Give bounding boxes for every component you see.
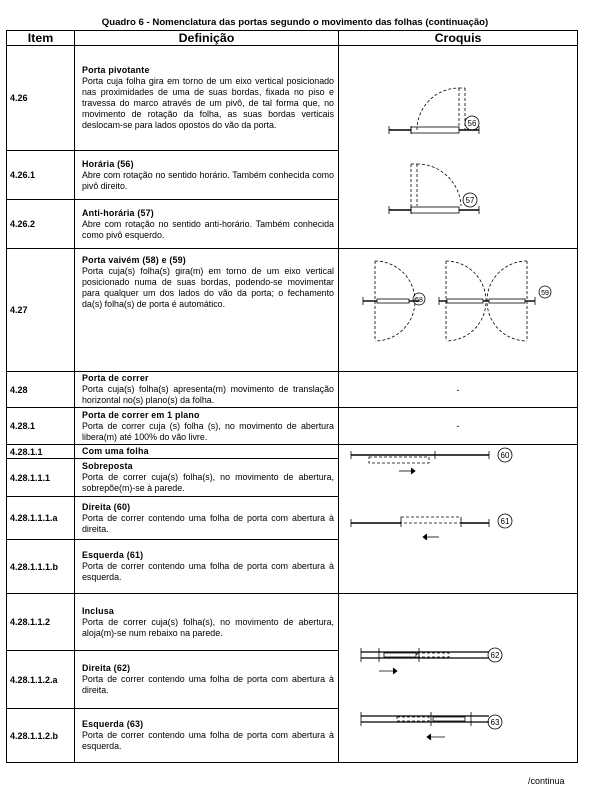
definition-title: Esquerda (61) (82, 550, 144, 560)
pivot-door-sketches (339, 48, 578, 246)
definition-title: Sobreposta (82, 461, 133, 471)
definition-text: Porta cuja(s) folha(s) gira(m) em torno de um eixo vertical posicionado numa de suas bordas, podendo-se movimentar para qualquer um dos lados do vão da porta; o fechamento da(s) folha(s) de porta é automático. (82, 266, 334, 309)
table-row (7, 445, 578, 459)
definition-cell (75, 249, 339, 372)
figure-58-label: 58 (415, 297, 423, 304)
definition-text: Abre com rotação no sentido horário. Também conhecida como pivô direito. (82, 169, 334, 191)
header-row (7, 31, 578, 46)
definition-text: Porta de correr contendo uma folha de porta com abertura à direita. (82, 512, 334, 534)
definition-title: Porta vaivém (58) e (59) (82, 255, 186, 265)
item-cell: 4.28 (7, 372, 75, 408)
figure-62-label: 62 (490, 651, 500, 660)
table-row (7, 372, 578, 408)
item-cell: 4.28.1.1.2.a (7, 651, 75, 709)
table-caption: Quadro 6 - Nomenclatura das portas segundo o movimento das folhas (continuação) (101, 17, 489, 28)
definition-title: Horária (56) (82, 158, 134, 169)
sliding-overlay-sketches (339, 445, 578, 545)
definition-cell (75, 46, 339, 151)
table-row (7, 408, 578, 445)
definition-title: Porta pivotante (82, 65, 150, 75)
item-cell: 4.26.1 (7, 151, 75, 200)
sliding-pocket-sketches (339, 598, 578, 758)
definition-cell (75, 408, 339, 445)
croquis-swing (339, 249, 578, 372)
figure-61-label: 61 (500, 517, 510, 526)
figure-63-label: 63 (490, 718, 500, 727)
definition-title: Com uma folha (82, 446, 149, 456)
croquis-sliding-overlay (339, 445, 578, 594)
definition-cell (75, 594, 339, 651)
definition-text: Porta de correr cuja(s) folha(s), no movimento de abertura, aloja(m)-se num rebaixo na parede. (82, 616, 334, 638)
figure-59-label: 59 (541, 290, 549, 297)
item-cell: 4.28.1.1.1.a (7, 497, 75, 540)
table-row (7, 249, 578, 372)
item-cell: 4.28.1.1.1 (7, 459, 75, 497)
definition-text: Porta de correr contendo uma folha de porta com abertura à esquerda. (82, 561, 334, 582)
swing-door-sketches (339, 249, 578, 344)
definition-cell (75, 200, 339, 249)
definition-cell (75, 372, 339, 408)
definition-cell (75, 540, 339, 594)
definition-title: Anti-horária (57) (82, 207, 154, 218)
croquis-cell: - (339, 408, 578, 445)
item-cell: 4.26.2 (7, 200, 75, 249)
definition-text: Porta cuja folha gira em torno de um eixo vertical posicionado nas proximidades de uma de suas bordas, fixada no piso e travessa do marco através de um pivô, de tal forma que, no movimento de rotação da folha, as suas bordas verticais deslocam-se para lados opostos do vão da porta. (82, 76, 334, 130)
definition-cell (75, 459, 339, 497)
definition-cell (75, 651, 339, 709)
header-definicao: Definição (75, 31, 339, 46)
figure-60-label: 60 (500, 451, 510, 460)
item-cell: 4.27 (7, 249, 75, 372)
definition-text: Porta de correr contendo uma folha de porta com abertura à esquerda. (82, 730, 334, 751)
definition-cell (75, 151, 339, 200)
definition-cell (75, 497, 339, 540)
item-cell: 4.28.1.1.2 (7, 594, 75, 651)
croquis-cell: - (339, 372, 578, 408)
definition-title: Esquerda (63) (82, 719, 144, 729)
definition-title: Porta de correr (82, 373, 149, 383)
item-cell: 4.28.1.1.1.b (7, 540, 75, 594)
item-cell: 4.28.1.1 (7, 445, 75, 459)
definition-title: Direita (62) (82, 663, 131, 673)
table-row (7, 46, 578, 151)
item-cell: 4.26 (7, 46, 75, 151)
definition-cell (75, 445, 339, 459)
croquis-pivot (339, 46, 578, 249)
item-cell: 4.28.1 (7, 408, 75, 445)
definition-cell (75, 709, 339, 763)
figure-57-label: 57 (465, 196, 475, 205)
croquis-sliding-pocket (339, 594, 578, 763)
definition-text: Porta de correr cuja (s) folha (s), no movimento de abertura libera(m) até 100% do vão livre. (82, 420, 334, 442)
definition-text: Abre com rotação no sentido anti-horário. Também conhecida como pivô esquerdo. (82, 218, 334, 240)
nomenclature-table (6, 30, 578, 763)
continua-note: /continua (528, 776, 565, 786)
definition-text: Porta de correr cuja(s) folha(s), no movimento de abertura, sobrepõe(m)-se à parede. (82, 472, 334, 493)
header-item: Item (7, 31, 75, 46)
definition-title: Direita (60) (82, 501, 131, 512)
header-croquis: Croquis (339, 31, 578, 46)
item-cell: 4.28.1.1.2.b (7, 709, 75, 763)
definition-text: Porta cuja(s) folha(s) apresenta(m) movimento de translação horizontal no(s) plano(s) da folha. (82, 384, 334, 405)
table-row (7, 594, 578, 651)
definition-text: Porta de correr contendo uma folha de porta com abertura à direita. (82, 674, 334, 695)
definition-title: Inclusa (82, 605, 114, 616)
definition-title: Porta de correr em 1 plano (82, 409, 200, 420)
figure-56-label: 56 (467, 119, 477, 128)
